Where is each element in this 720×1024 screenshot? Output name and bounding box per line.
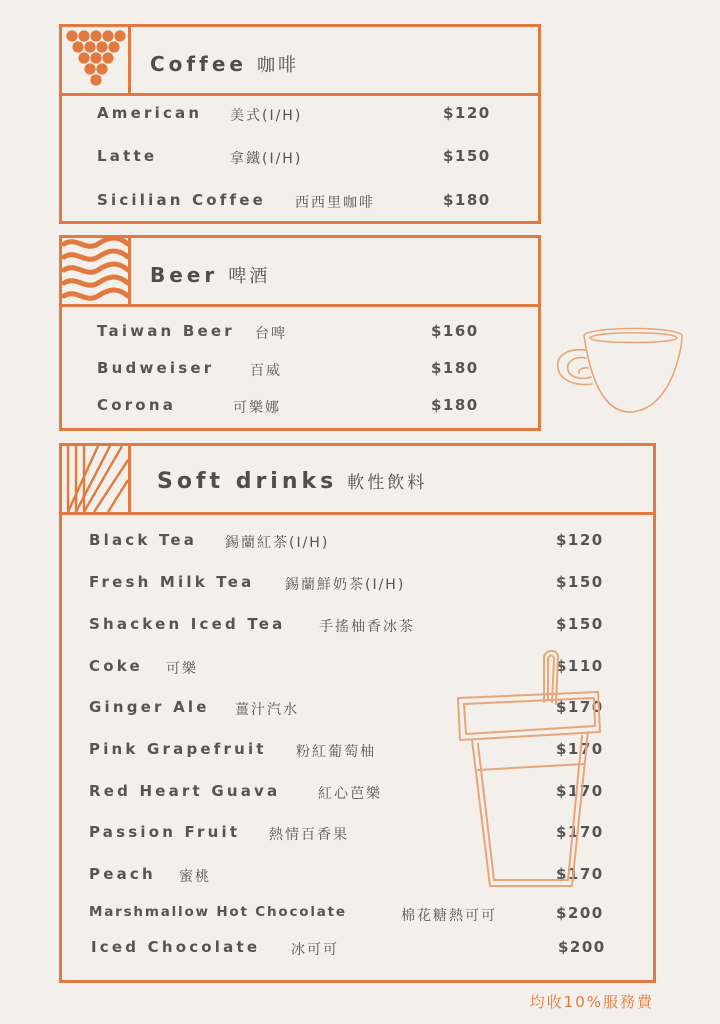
item-name-zh: 錫蘭鮮奶茶(I/H) <box>285 577 406 593</box>
item-name-zh: 西西里咖啡 <box>295 195 375 211</box>
coffee-cup-icon <box>552 322 692 418</box>
item-name-en: Passion Fruit <box>89 823 241 841</box>
item-price: $160 <box>431 322 479 340</box>
coffee-header <box>62 27 538 96</box>
item-name-zh: 熱情百香果 <box>269 827 349 843</box>
item-name-en: Taiwan Beer <box>97 322 235 340</box>
item-name-en: Latte <box>97 147 158 165</box>
item-name-zh: 百威 <box>250 363 282 379</box>
item-price: $110 <box>556 657 604 675</box>
item-price: $170 <box>556 865 604 883</box>
item-name-en: Corona <box>97 396 177 414</box>
diagonal-stripes-icon <box>62 446 131 512</box>
coffee-title-en: Coffee <box>150 52 247 76</box>
item-name-en: Sicilian Coffee <box>97 191 266 209</box>
item-name-en: Budweiser <box>97 359 215 377</box>
item-name-zh: 美式(I/H) <box>230 108 303 124</box>
menu-item <box>62 573 653 597</box>
item-name-zh: 粉紅葡萄柚 <box>296 744 376 760</box>
item-price: $170 <box>556 698 604 716</box>
menu-item <box>62 147 538 171</box>
menu-item <box>62 322 538 346</box>
item-name-en: Iced Chocolate <box>91 938 261 956</box>
item-name-en: Fresh Milk Tea <box>89 573 255 591</box>
item-price: $200 <box>556 904 604 922</box>
item-name-en: Peach <box>89 865 156 883</box>
item-price: $180 <box>431 396 479 414</box>
menu-item <box>62 396 538 420</box>
item-price: $180 <box>443 191 491 209</box>
item-name-zh: 蜜桃 <box>179 869 211 885</box>
menu-item <box>62 104 538 128</box>
item-name-zh: 冰可可 <box>291 942 339 958</box>
beer-title-en: Beer <box>150 263 219 287</box>
item-name-zh: 可樂娜 <box>233 400 281 416</box>
item-name-zh: 手搖柚香冰茶 <box>319 619 415 635</box>
drink-cup-icon <box>448 640 608 896</box>
soft-drinks-header <box>62 446 653 515</box>
item-price: $150 <box>556 615 604 633</box>
coffee-title-zh: 咖啡 <box>256 55 299 76</box>
item-price: $120 <box>443 104 491 122</box>
item-price: $170 <box>556 823 604 841</box>
soft-drinks-title <box>157 468 427 494</box>
item-price: $170 <box>556 740 604 758</box>
item-name-en: Pink Grapefruit <box>89 740 267 758</box>
item-price: $120 <box>556 531 604 549</box>
item-name-en: Red Heart Guava <box>89 782 281 800</box>
item-price: $170 <box>556 782 604 800</box>
coffee-beans-icon <box>62 27 131 93</box>
item-name-zh: 錫蘭紅茶(I/H) <box>225 535 330 551</box>
beer-section <box>59 235 541 431</box>
beer-header <box>62 238 538 307</box>
menu-item <box>62 359 538 383</box>
service-charge-note: 均收10%服務費 <box>529 993 654 1011</box>
menu-item <box>62 191 538 215</box>
beer-title <box>150 262 270 288</box>
menu-item <box>62 904 653 928</box>
item-name-en: American <box>97 104 203 122</box>
item-name-zh: 紅心芭樂 <box>318 786 382 802</box>
coffee-title <box>150 51 299 77</box>
coffee-section <box>59 24 541 224</box>
menu-item <box>62 938 653 962</box>
item-name-en: Shacken Iced Tea <box>89 615 286 633</box>
item-name-en: Marshmallow Hot Chocolate <box>89 904 347 920</box>
item-price: $200 <box>558 938 606 956</box>
item-name-zh: 拿鐵(I/H) <box>230 151 303 167</box>
soft-drinks-title-en: Soft drinks <box>157 469 338 494</box>
item-price: $150 <box>556 573 604 591</box>
item-name-en: Ginger Ale <box>89 698 210 716</box>
item-name-zh: 台啤 <box>255 326 287 342</box>
item-name-zh: 薑汁汽水 <box>235 702 299 718</box>
menu-item <box>62 615 653 639</box>
item-name-zh: 棉花糖熱可可 <box>401 908 497 924</box>
waves-icon <box>62 238 131 304</box>
item-price: $150 <box>443 147 491 165</box>
menu-item <box>62 531 653 555</box>
item-price: $180 <box>431 359 479 377</box>
item-name-zh: 可樂 <box>166 661 198 677</box>
beer-title-zh: 啤酒 <box>228 266 271 287</box>
item-name-en: Coke <box>89 657 143 675</box>
soft-drinks-title-zh: 軟性飲料 <box>347 473 428 493</box>
item-name-en: Black Tea <box>89 531 198 549</box>
